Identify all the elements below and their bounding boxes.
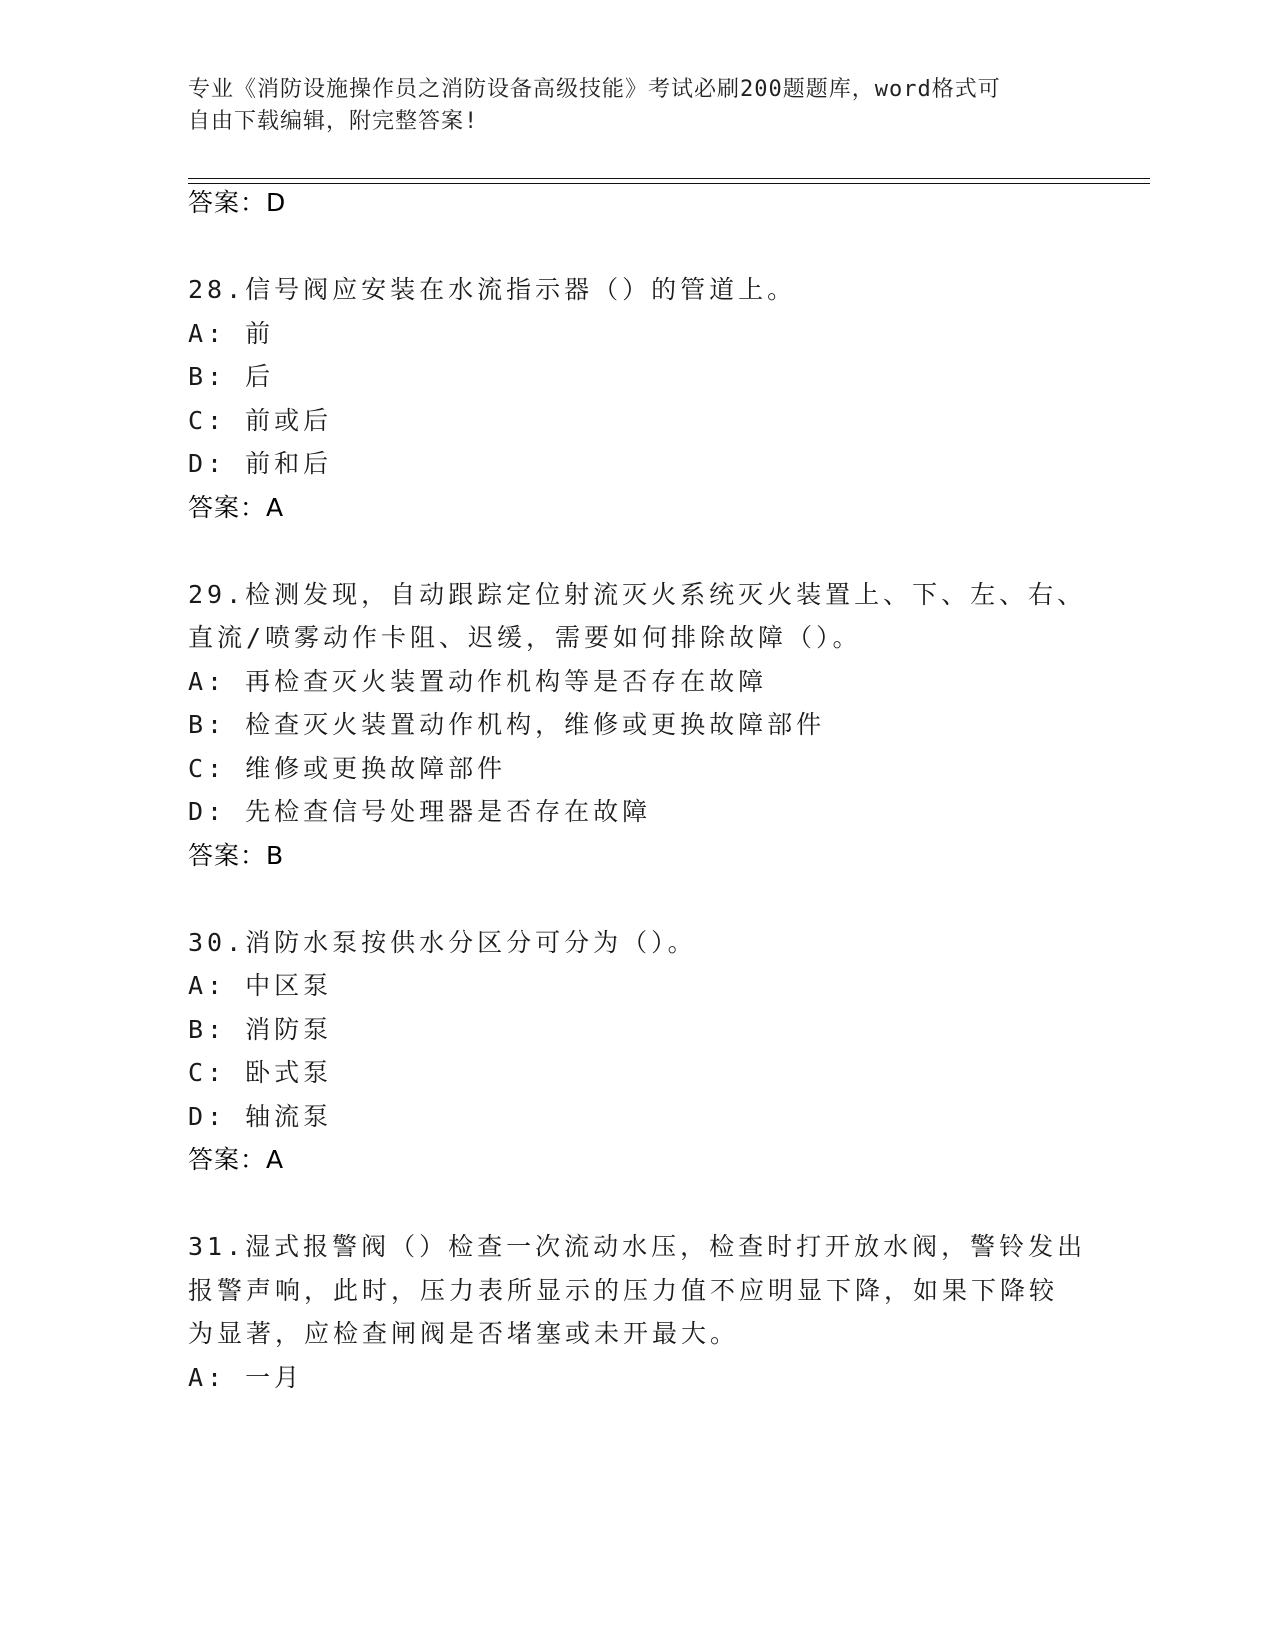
question-30-text: 30.消防水泵按供水分区分可分为（）。	[188, 928, 697, 957]
header-line-1: 专业《消防设施操作员之消防设备高级技能》考试必刷200题题库，word格式可	[188, 77, 1001, 102]
question-29-text-line-2: 直流/喷雾动作卡阻、迟缓，需要如何排除故障（）。	[188, 623, 862, 652]
question-29-option-d: D: 先检查信号处理器是否存在故障	[188, 797, 652, 826]
header-divider-top	[188, 178, 1150, 179]
question-31-option-a: A: 一月	[188, 1363, 304, 1392]
question-28-option-b: B: 后	[188, 362, 275, 391]
question-31-text-line-2: 报警声响，此时，压力表所显示的压力值不应明显下降，如果下降较	[188, 1276, 1059, 1305]
question-29-option-a: A: 再检查灭火装置动作机构等是否存在故障	[188, 667, 768, 696]
question-30-option-b: B: 消防泵	[188, 1015, 333, 1044]
question-31-text-line-3: 为显著，应检查闸阀是否堵塞或未开最大。	[188, 1319, 740, 1348]
document-header	[188, 74, 1068, 138]
question-29-text-line-1: 29.检测发现，自动跟踪定位射流灭火系统灭火装置上、下、左、右、	[188, 580, 1087, 609]
header-line-2: 自由下载编辑，附完整答案!	[188, 109, 479, 134]
question-28-option-d: D: 前和后	[188, 449, 333, 478]
question-31-text-line-1: 31.湿式报警阀（）检查一次流动水压，检查时打开放水阀，警铃发出	[188, 1232, 1087, 1261]
question-29-option-b: B: 检查灭火装置动作机构，维修或更换故障部件	[188, 710, 826, 739]
header-divider-bottom	[188, 183, 1150, 184]
question-30-option-a: A: 中区泵	[188, 971, 333, 1000]
question-30-answer: 答案：A	[188, 1145, 285, 1174]
previous-answer: 答案：D	[188, 188, 287, 217]
question-29-answer: 答案：B	[188, 841, 285, 870]
question-28-option-c: C: 前或后	[188, 406, 333, 435]
question-28-text: 28.信号阀应安装在水流指示器（）的管道上。	[188, 275, 797, 304]
question-30-option-c: C: 卧式泵	[188, 1058, 333, 1087]
question-28-answer: 答案：A	[188, 493, 285, 522]
question-29-option-c: C: 维修或更换故障部件	[188, 754, 507, 783]
question-28-option-a: A: 前	[188, 319, 275, 348]
question-30-option-d: D: 轴流泵	[188, 1102, 333, 1131]
